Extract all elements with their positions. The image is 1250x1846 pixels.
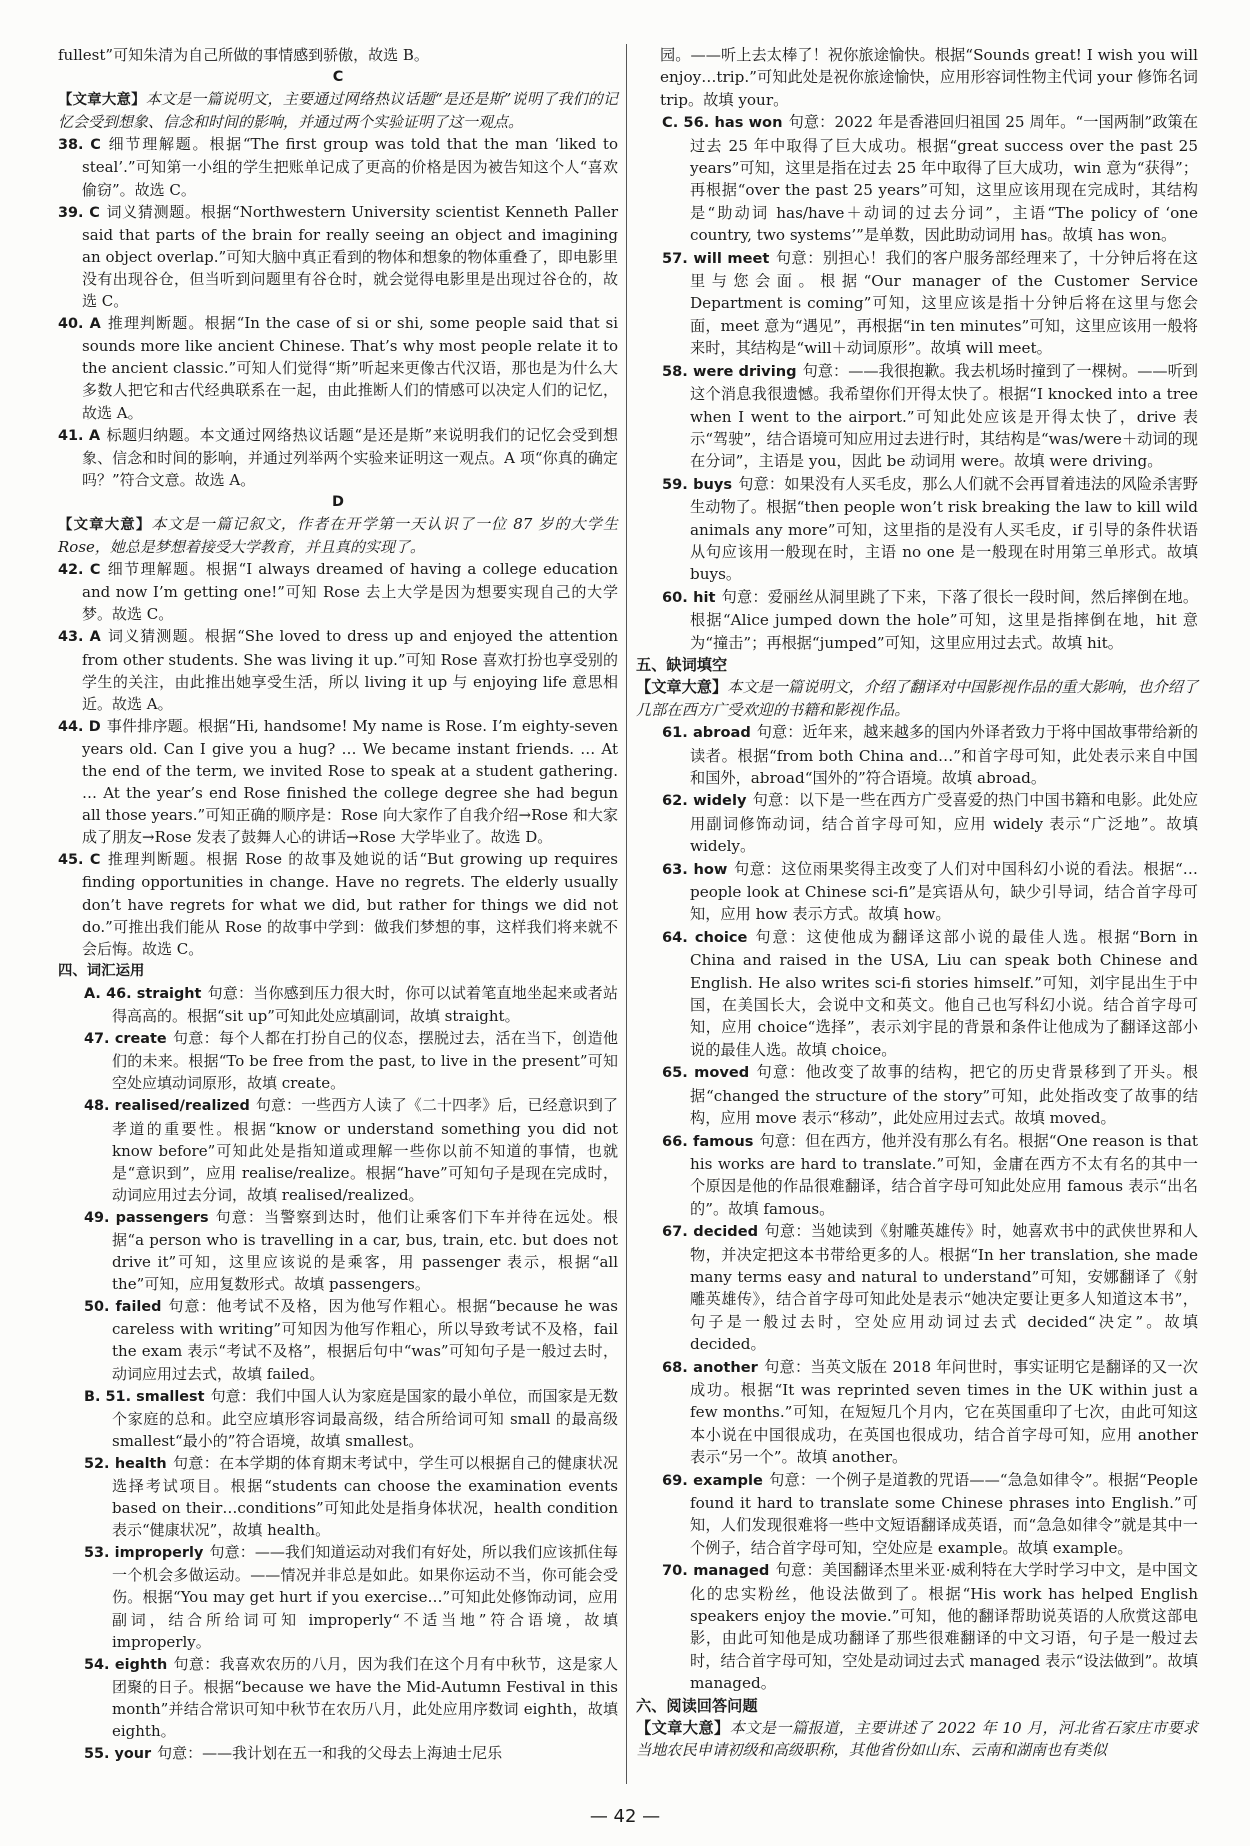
answer-explanation: 句意：一个例子是道教的咒语——“急急如律令”。根据“People found it hard to translate some Chinese phrases into English.”可知，人们发现很难将一些中文短语翻译成英语，而“急急如律令”就是其中一个例子，结合首字母可知，空处应是 example。故填 example。	[690, 1470, 1198, 1557]
answer-explanation: 句意：每个人都在打扮自己的仪态，摆脱过去，活在当下，创造他们的未来。根据“To be free from the past, to live in the present”可知空处应填动词原形，故填 create。	[112, 1029, 618, 1093]
answer-key: 63. how	[662, 860, 728, 878]
answer-explanation: 句意：当她读到《射雕英雄传》时，她喜欢书中的武侠世界和人物，并决定把这本书带给更多的人。根据“In her translation, she made many terms easy and natural to understand”可知，安娜翻译了《射雕英雄传》，结合首字母可知此处是表示“她决定要让更多人知道这本书”，句子是一般过去时，空处应用动词过去式 decided“决定”。故填 decided。	[690, 1222, 1199, 1354]
answer-key: 53. improperly	[84, 1545, 204, 1562]
answer-explanation: 句意：——我们知道运动对我们有好处，所以我们应该抓住每一个机会多做运动。——情况并非总是如此。如果你运动不当，你可能会受伤。根据“You may get hurt if you exercise…”可知此处修饰动词，应用副词，结合所给词可知 improperly“不适当地”符合语境，故填 improperly。	[112, 1543, 618, 1651]
answer-explanation: 细节理解题。根据“I always dreamed of having a college education and now I’m getting one!”可知 Rose 去上大学是因为想要实现自己的大学梦。故选 C。	[82, 560, 618, 624]
answer-item	[636, 1559, 1198, 1694]
answer-item	[58, 1206, 618, 1295]
answer-explanation: 推理判断题。根据“In the case of si or shi, some people said that si sounds more like ancient Chinese. That’s why most people relate it to the ancient classic.”可知人们觉得“斯”听起来更像古代汉语，那也是为什么大多数人把它和古代经典联系在一起，由此推断人们的情感可以决定人们的记忆，故选 A。	[82, 314, 619, 422]
summary-tag: 【文章大意】	[636, 1719, 730, 1738]
answer-explanation: 细节理解题。根据“The first group was told that the man ‘liked to steal’.”可知第一小组的学生把账单记成了更高的价格是因为被告知这个人“喜欢偷窃”。故选 C。	[82, 135, 618, 199]
section-letter: C	[332, 69, 344, 86]
answer-key: 60. hit	[662, 588, 716, 606]
answer-item	[58, 424, 618, 491]
answer-explanation: 句意：爱丽丝从洞里跳了下来，下落了很长一段时间，然后摔倒在地。根据“Alice jumped down the hole”可知，这里是指摔倒在地，hit 意为“撞击”；再根据“jumped”可知，这里应用过去式。故填 hit。	[690, 587, 1199, 652]
answer-explanation: 句意：以下是一些在西方广受喜爱的热门中国书籍和电影。此处应用副词修饰动词，结合首字母可知，应用 widely 表示“广泛地”。故填 widely。	[690, 791, 1199, 856]
answer-item	[636, 1061, 1198, 1129]
answer-key: 40. A	[58, 316, 101, 333]
answer-key: 42. C	[58, 562, 101, 579]
answer-key: 66. famous	[662, 1132, 754, 1150]
answer-item	[58, 1541, 618, 1652]
answer-item	[58, 982, 618, 1027]
answer-explanation: 句意：他改变了故事的结构，把它的历史背景移到了开头。根据“changed the structure of the story”可知，此处指改变了故事的结构，应用 move 表示“移动”，此处应用过去式。故填 moved。	[690, 1063, 1198, 1128]
article-summary	[58, 513, 618, 558]
summary-text: 本文是一篇记叙文，作者在开学第一天认识了一位 87 岁的大学生 Rose，她总是梦想着接受大学教育，并且真的实现了。	[58, 514, 618, 557]
answer-key: 68. another	[662, 1358, 758, 1376]
answer-item	[636, 1469, 1198, 1560]
answer-key: 48. realised/realized	[84, 1098, 250, 1115]
article-summary	[636, 676, 1198, 721]
section-heading: 五、缺词填空	[636, 655, 728, 674]
answer-item	[58, 1452, 618, 1541]
answer-explanation: 句意：——我计划在五一和我的父母去上海迪士尼乐	[157, 1744, 503, 1763]
answer-explanation: 句意：但在西方，他并没有那么有名。根据“One reason is that his works are hard to translate.”可知，金庸在西方不太有名的其中一个原因是他的作品很难翻译，结合首字母可知此处应用 famous 表示“出名的”。故填 famous。	[690, 1131, 1198, 1218]
answer-key: 43. A	[58, 629, 101, 646]
answer-key: 57. will meet	[662, 249, 770, 267]
answer-key: 70. managed	[662, 1562, 770, 1580]
answer-explanation: 句意：当警察到达时，他们让乘客们下车并待在远处。根据“a person who is travelling in a car, bus, train, etc. but does not drive it”可知，这里应该说的是乘客，用 passenger 表示，根据“all the”可知，应用复数形式。故填 passengers。	[112, 1207, 618, 1294]
summary-text: 本文是一篇说明文，介绍了翻译对中国影视作品的重大影响，也介绍了几部在西方广受欢迎的书籍和影视作品。	[636, 678, 1199, 719]
right-column	[636, 44, 1198, 1762]
summary-text: 本文是一篇说明文，主要通过网络热议话题“是还是斯”说明了我们的记忆会受到想象、信念和时间的影响，并通过两个实验证明了这一观点。	[58, 90, 618, 132]
answer-explanation: 句意：他考试不及格，因为他写作粗心。根据“because he was careless with writing”可知因为他写作粗心，所以导致考试不及格，fail the exam 表示“考试不及格”，根据后句中“was”可知句子是一般过去时，动词应用过去式，故填 failed。	[112, 1297, 618, 1383]
answer-key: 54. eighth	[84, 1656, 168, 1673]
page-number: — 42 —	[589, 1806, 661, 1827]
answer-key: 59. buys	[662, 475, 733, 493]
answer-explanation: 句意：这位雨果奖得主改变了人们对中国科幻小说的看法。根据“…people look at Chinese sci-fi”是宾语从句，缺少引导词，结合首字母可知，应用 how 表示方式。故填 how。	[690, 859, 1198, 924]
answer-key: 39. C	[58, 204, 100, 221]
answer-item	[636, 360, 1198, 473]
answer-explanation: 标题归纳题。本文通过网络热议话题“是还是斯”来说明我们的记忆会受到想象、信念和时间的影响，并通过列举两个实验来证明这一观点。A 项“你真的确定吗？”符合文意。故选 A。	[82, 425, 619, 489]
answer-key: 41. A	[58, 427, 101, 444]
answer-key: 52. health	[84, 1455, 167, 1472]
answer-explanation: 推理判断题。根据 Rose 的故事及她说的话“But growing up requires finding opportunities in change. Have no regrets. The elderly usually don’t have regrets for what we did, but rather for things we did not do.”可推出我们能从 Rose 的故事中学到：做我们梦想的事，这样我们将来就不会后悔。故选 C。	[82, 850, 618, 958]
answer-item	[58, 558, 618, 625]
answer-explanation: 句意：当英文版在 2018 年问世时，事实证明它是翻译的又一次成功。根据“It was reprinted seven times in the UK within just a few months.”可知，在短短几个月内，它在英国重印了七次，由此可知这本小说在中国很成功，在英国也很成功，结合首字母可知，应用 another 表示“另一个”。故填 another。	[690, 1357, 1198, 1467]
answer-item	[636, 721, 1198, 789]
column-divider	[626, 44, 627, 1784]
answer-item	[636, 789, 1198, 857]
answer-explanation: 句意：2022 年是香港回归祖国 25 周年。“一国两制”政策在过去 25 年中取得了巨大成功。根据“great success over the past 25 years”可知，这里是指在过去 25 年中取得了巨大成功，win 意为“获得”；再根据“over the past 25 years”可知，这里应该用现在完成时，其结构是“助动词 has/have＋动词的过去分词”，主语“The policy of ‘one country, two systems’”是单数，因此助动词用 has。故填 has won。	[690, 113, 1199, 245]
answer-item	[636, 858, 1198, 926]
answer-item	[58, 1295, 618, 1384]
answer-key: 61. abroad	[662, 724, 751, 742]
answer-item	[58, 1385, 618, 1452]
answer-key: 65. moved	[662, 1064, 750, 1082]
answer-item	[58, 312, 618, 423]
section-heading: 六、阅读回答问题	[636, 1696, 758, 1715]
answer-key: 45. C	[58, 852, 101, 869]
answer-explanation: 句意：这使他成为翻译这部小说的最佳人选。根据“Born in China and raised in the USA, Liu can speak both Chinese and English. He also writes sci-fi stories himself.”可知，刘宇昆出生于中国，在美国长大，会说中文和英文。他自己也写科幻小说。结合首字母可知，应用 choice“选择”，表示刘宇昆的背景和条件让他成为了翻译这部小说的最佳人选。故填 choice。	[690, 927, 1198, 1059]
answer-key: C. 56. has won	[662, 114, 783, 132]
answer-item	[58, 1653, 618, 1742]
answer-explanation: 句意：——我很抱歉。我去机场时撞到了一棵树。——听到这个消息我很遗憾。我希望你们开得太快了。根据“I knocked into a tree when I went to the airport.”可知此处应该是开得太快了，drive 表示“驾驶”，结合语境可知应用过去进行时，其结构是“was/were＋动词的现在分词”，主语是 you，因此 be 动词用 were。故填 were driving。	[690, 361, 1198, 471]
answer-key: 55. your	[84, 1746, 152, 1763]
article-summary	[58, 88, 618, 133]
answer-key: A. 46. straight	[84, 985, 202, 1002]
answer-item	[58, 1742, 618, 1765]
answer-key: 67. decided	[662, 1223, 759, 1241]
answer-key: 69. example	[662, 1471, 763, 1489]
answer-explanation: 句意：当你感到压力很大时，你可以试着笔直地坐起来或者站得高高的。根据“sit up”可知此处应填副词，故填 straight。	[112, 983, 618, 1026]
answer-explanation: 句意：别担心！我们的客户服务部经理来了，十分钟后将在这里与您会面。根据“Our manager of the Customer Service Department is coming”可知，这里应该是指十分钟后将在这里与您会面，meet 意为“遇见”，再根据“in ten minutes”可知，这里应该用一般将来时，其结构是“will＋动词原形”。故填 will meet。	[690, 248, 1199, 358]
answer-key: 49. passengers	[84, 1209, 209, 1226]
answer-item	[636, 586, 1198, 654]
text-paragraph: fullest”可知朱清为自己所做的事情感到骄傲，故选 B。	[58, 46, 429, 64]
summary-tag: 【文章大意】	[58, 92, 146, 109]
answer-explanation: 句意：在本学期的体育期末考试中，学生可以根据自己的健康状况选择考试项目。根据“students can choose the examination events based on their…conditions”可知此处是指身体状况，health condition 表示“健康状况”，故填 health。	[112, 1453, 618, 1540]
answer-explanation: 句意：我喜欢农历的八月，因为我们在这个月有中秋节，这是家人团聚的日子。根据“because we have the Mid-Autumn Festival in this month”并结合常识可知中秋节在农历八月，此处应用序数词 eighth，故填 eighth。	[112, 1654, 618, 1741]
section-heading: 四、词汇运用	[58, 962, 145, 979]
answer-item	[58, 715, 618, 849]
article-summary	[636, 1717, 1198, 1762]
answer-item	[58, 625, 618, 714]
answer-item	[636, 247, 1198, 360]
answer-item	[636, 1356, 1198, 1469]
answer-explanation: 句意：近年来，越来越多的国内外译者致力于将中国故事带给新的读者。根据“from both China and…”和首字母可知，此处表示来自中国和国外，abroad“国外的”符合语境。故填 abroad。	[690, 723, 1199, 787]
answer-item	[636, 473, 1198, 586]
answer-item	[58, 848, 618, 959]
answer-item	[636, 926, 1198, 1061]
answer-item	[58, 1027, 618, 1094]
answer-explanation: 句意：我们中国人认为家庭是国家的最小单位，而国家是无数个家庭的总和。此空应填形容词最高级，结合所给词可知 small 的最高级 smallest“最小的”符合语境，故填 smallest。	[112, 1386, 618, 1450]
answer-explanation: 词义猜测题。根据“She loved to dress up and enjoyed the attention from other students. She was living it up.”可知 Rose 喜欢打扮也享受别的学生的关注，由此推出她享受生活，所以 living it up 与 enjoying life 意思相近。故选 A。	[82, 627, 619, 713]
answer-explanation: 句意：一些西方人读了《二十四孝》后，已经意识到了孝道的重要性。根据“know or understand something you did not know before”可知此处是指知道或理解一些你以前不知道的事情，也就是“意识到”，应用 realise/realize。根据“have”可知句子是现在完成时，动词应用过去分词，故填 realised/realized。	[112, 1096, 618, 1204]
answer-key: B. 51. smallest	[84, 1388, 205, 1405]
answer-item	[58, 1094, 618, 1205]
answer-key: 50. failed	[84, 1299, 162, 1316]
answer-item	[58, 201, 618, 312]
answer-explanation: 句意：如果没有人买毛皮，那么人们就不会再冒着违法的风险杀害野生动物了。根据“then people won’t risk breaking the law to kill wild animals any more”可知，这里指的是没有人买毛皮，if 引导的条件状语从句应该用一般现在时，主语 no one 是一般现在时用第三单形式。故填 buys。	[690, 474, 1198, 584]
answer-explanation: 事件排序题。根据“Hi, handsome! My name is Rose. I’m eighty-seven years old. Can I give you a hug? … We became instant friends. … At the end of the term, we invited Rose to speak at a student gathering. … At the year’s end Rose finished the college degree she had begun all those years.”可知正确的顺序是：Rose 向大家作了自我介绍→Rose 和大家成了朋友→Rose 发表了鼓舞人心的讲话→Rose 大学毕业了。故选 D。	[82, 716, 618, 847]
answer-key: 62. widely	[662, 792, 747, 810]
answer-key: 44. D	[58, 718, 101, 735]
text-paragraph: 园。——听上去太棒了！祝你旅途愉快。根据“Sounds great! I wish you will enjoy…trip.”可知此处是祝你旅途愉快，应用形容词性物主代词 your 修饰名词 trip。故填 your。	[660, 46, 1198, 109]
answer-key: 58. were driving	[662, 362, 797, 380]
answer-explanation: 句意：美国翻译杰里米亚·威利特在大学时学习中文，是中国文化的忠实粉丝，他设法做到了。根据“His work has helped English speakers enjoy the movie.”可知，他的翻译帮助说英语的人欣赏这部电影，由此可知他是成功翻译了那些很难翻译的中文习语，句子是一般过去时，结合首字母可知，空处是动词过去式 managed 表示“设法做到”。故填 managed。	[690, 1561, 1198, 1693]
section-letter: D	[332, 493, 344, 510]
answer-item	[636, 1220, 1198, 1355]
answer-explanation: 词义猜测题。根据“Northwestern University scientist Kenneth Paller said that parts of the brain for really seeing an object and imagining an object overlap.”可知大脑中真正看到的物体和想象的物体重叠了，即电影里没有出现谷仓，但当听到问题里有谷仓时，就会觉得电影里是出现过谷仓的，故选 C。	[82, 202, 618, 311]
summary-tag: 【文章大意】	[636, 678, 728, 697]
answer-key: 38. C	[58, 137, 101, 154]
answer-item	[58, 133, 618, 200]
answer-item	[636, 111, 1198, 246]
summary-text: 本文是一篇报道，主要讲述了 2022 年 10 月，河北省石家庄市要求当地农民申请初级和高级职称，其他省份如山东、云南和湖南也有类似	[636, 1719, 1198, 1760]
left-column	[58, 44, 618, 1765]
answer-key: 64. choice	[662, 928, 748, 946]
summary-tag: 【文章大意】	[58, 516, 152, 533]
answer-key: 47. create	[84, 1031, 167, 1048]
answer-item	[636, 1130, 1198, 1221]
